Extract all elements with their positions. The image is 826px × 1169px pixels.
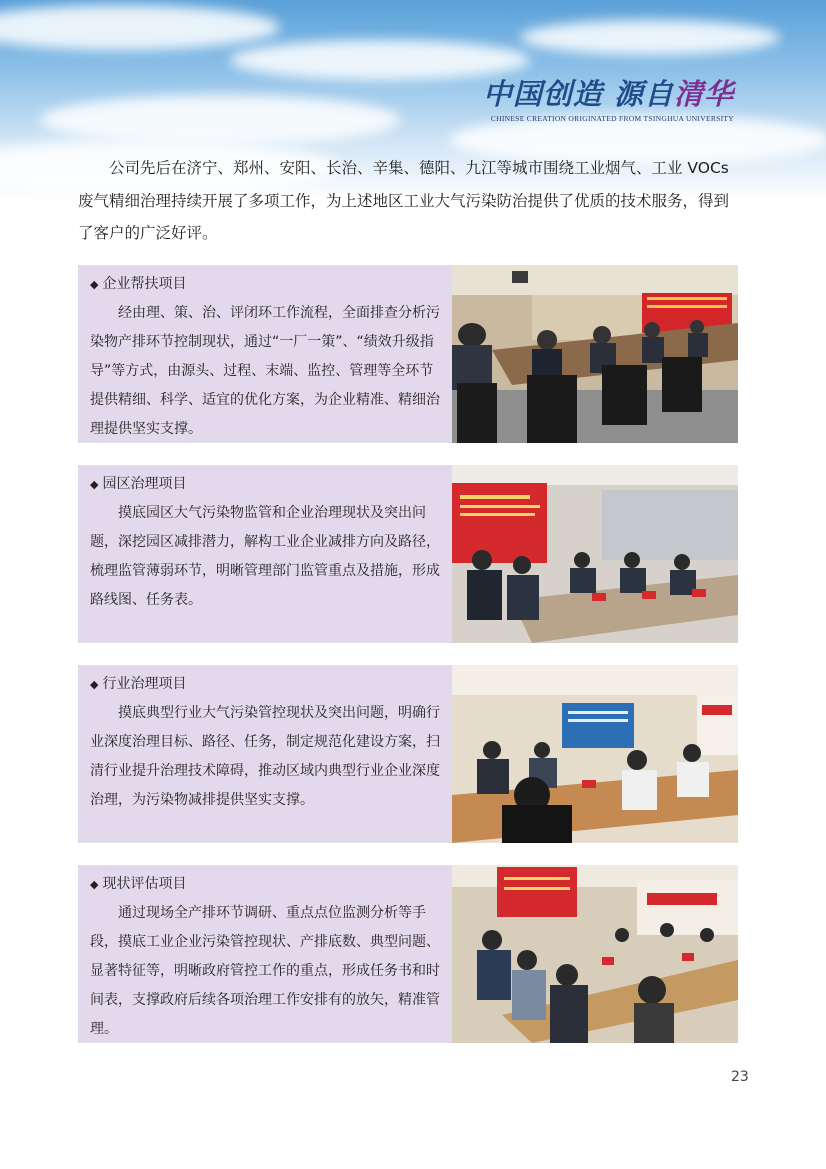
section-text	[90, 273, 442, 443]
section-title	[90, 473, 442, 496]
meeting-photo-4	[452, 865, 738, 1043]
section-body: 摸底园区大气污染物监管和企业治理现状及突出问题，深挖园区减排潜力，解构工业企业减排方向及路径，梳理监管薄弱环节，明晰管理部门监管重点及措施，形成路线图、任务表。	[90, 505, 440, 608]
section-card-park-governance	[78, 465, 738, 643]
brand-title-part2: 清华	[673, 77, 734, 111]
diamond-bullet-icon: ◆	[90, 678, 99, 691]
diamond-bullet-icon: ◆	[90, 278, 99, 291]
meeting-photo-2	[452, 465, 738, 643]
section-card-status-assessment	[78, 865, 738, 1043]
cloud	[40, 95, 400, 145]
section-card-industry-governance	[78, 665, 738, 843]
cloud	[520, 20, 780, 55]
section-body: 通过现场全产排环节调研、重点点位监测分析等手段，摸底工业企业污染管控现状、产排底数、典型问题、显著特征等，明晰政府管控工作的重点，形成任务书和时间表，支撑政府后续各项治理工作安排有的放矢，精准管理。	[90, 905, 440, 1037]
diamond-bullet-icon: ◆	[90, 478, 99, 491]
section-title	[90, 273, 442, 296]
diamond-bullet-icon: ◆	[90, 878, 99, 891]
section-body: 经由理、策、治、评闭环工作流程，全面排查分析污染物产排环节控制现状，通过“一厂一策”、“绩效升级指导”等方式，由源头、过程、末端、监控、管理等全环节提供精细、科学、适宜的优化方案，为企业精准、精细治理提供坚实支撑。	[90, 305, 440, 437]
section-title	[90, 873, 442, 896]
section-title	[90, 673, 442, 696]
meeting-photo-1	[452, 265, 738, 443]
brand-subtitle: CHINESE CREATION ORIGINATED FROM TSINGHUA UNIVERSITY	[490, 114, 734, 123]
brand-logo	[483, 72, 734, 123]
section-title-text: 行业治理项目	[102, 676, 187, 692]
page-number: 23	[731, 1069, 749, 1085]
section-title-text: 现状评估项目	[102, 876, 187, 892]
section-title-text: 企业帮扶项目	[102, 276, 187, 292]
brand-title-part1: 中国创造 源自	[482, 77, 674, 111]
section-text	[90, 873, 442, 1043]
section-text	[90, 473, 442, 615]
section-text	[90, 673, 442, 815]
meeting-photo-3	[452, 665, 738, 843]
section-title-text: 园区治理项目	[102, 476, 187, 492]
section-body: 摸底典型行业大气污染管控现状及突出问题，明确行业深度治理目标、路径、任务，制定规范化建设方案，扫清行业提升治理技术障碍，推动区域内典型行业企业深度治理，为污染物减排提供坚实支撑。	[90, 705, 440, 808]
intro-paragraph: 公司先后在济宁、郑州、安阳、长治、辛集、德阳、九江等城市围绕工业烟气、工业 VOCs 废气精细治理持续开展了多项工作，为上述地区工业大气污染防治提供了优质的技术服务，得到了客户的广泛好评。	[78, 159, 730, 242]
cloud	[0, 5, 280, 50]
brand-title	[483, 72, 734, 113]
section-card-enterprise-support	[78, 265, 738, 443]
